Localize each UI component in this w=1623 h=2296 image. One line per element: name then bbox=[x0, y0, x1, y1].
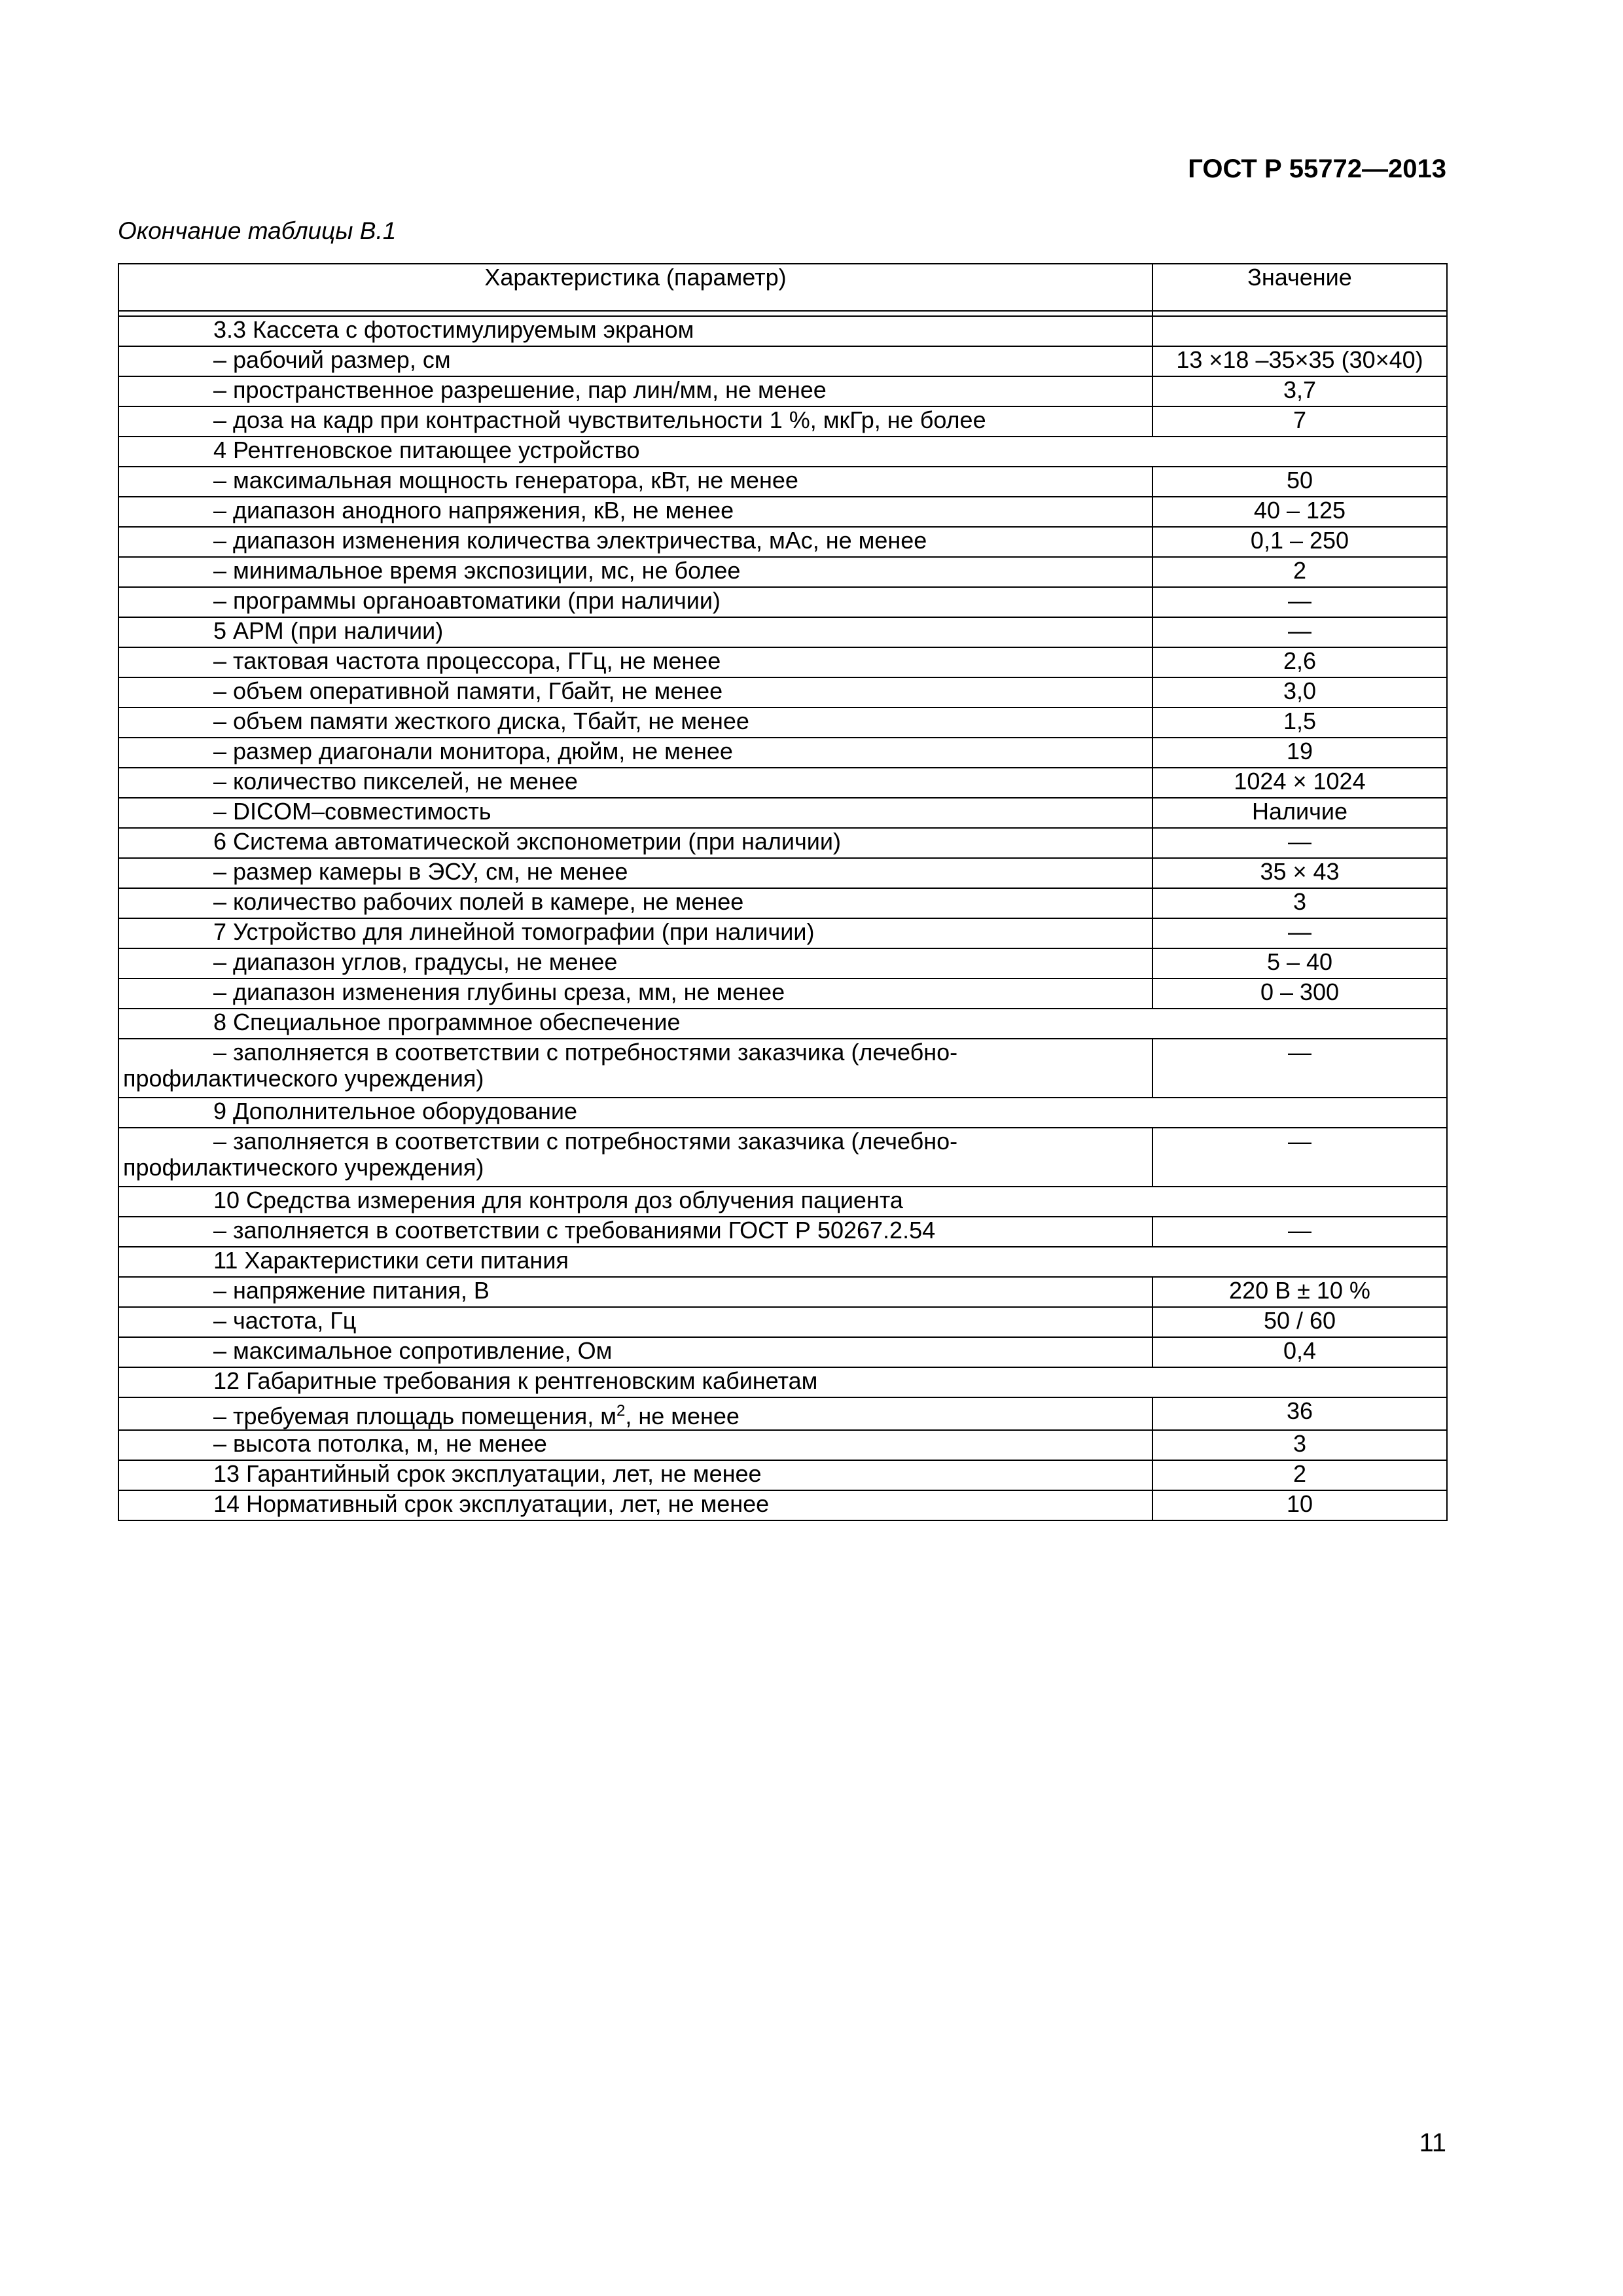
parameter-cell bbox=[118, 828, 1152, 858]
column-header-parameter: Характеристика (параметр) bbox=[118, 264, 1152, 311]
table-row bbox=[118, 1009, 1447, 1039]
value-cell: 36 bbox=[1152, 1397, 1447, 1430]
parameter-text-continued: профилактического учреждения) bbox=[123, 1154, 484, 1181]
document-id: ГОСТ Р 55772—2013 bbox=[1188, 154, 1446, 183]
parameter-text: 8 Специальное программное обеспечение bbox=[213, 1009, 681, 1035]
parameter-text: – максимальное сопротивление, Ом bbox=[213, 1337, 613, 1364]
table-row bbox=[118, 1247, 1447, 1277]
value-cell: 7 bbox=[1152, 406, 1447, 437]
table-row bbox=[118, 1307, 1447, 1337]
spec-table bbox=[118, 263, 1448, 1521]
table-row bbox=[118, 1277, 1447, 1307]
parameter-text: – требуемая площадь помещения, м bbox=[213, 1403, 616, 1429]
parameter-text: – программы органоавтоматики (при наличии) bbox=[213, 587, 721, 614]
parameter-cell bbox=[118, 1307, 1152, 1337]
spec-table-container bbox=[118, 263, 1446, 1521]
parameter-cell bbox=[118, 1098, 1447, 1128]
table-row bbox=[118, 1187, 1447, 1217]
parameter-cell bbox=[118, 1039, 1152, 1098]
parameter-cell bbox=[118, 587, 1152, 617]
table-row bbox=[118, 1397, 1447, 1430]
parameter-text: – напряжение питания, В bbox=[213, 1277, 490, 1304]
table-body bbox=[118, 311, 1447, 1520]
table-row bbox=[118, 647, 1447, 677]
table-row bbox=[118, 858, 1447, 888]
table-row bbox=[118, 527, 1447, 557]
value-cell: 3,0 bbox=[1152, 677, 1447, 708]
value-cell: 220 В ± 10 % bbox=[1152, 1277, 1447, 1307]
parameter-cell bbox=[118, 798, 1152, 828]
table-row bbox=[118, 1337, 1447, 1367]
parameter-cell bbox=[118, 1490, 1152, 1520]
parameter-text: 12 Габаритные требования к рентгеновским кабинетам bbox=[213, 1367, 818, 1394]
value-cell: 50 / 60 bbox=[1152, 1307, 1447, 1337]
parameter-text: 14 Нормативный срок эксплуатации, лет, не менее bbox=[213, 1490, 770, 1517]
parameter-text: – диапазон изменения количества электричества, мАс, не менее bbox=[213, 527, 927, 554]
parameter-cell bbox=[118, 708, 1152, 738]
table-row bbox=[118, 978, 1447, 1009]
table-caption: Окончание таблицы В.1 bbox=[118, 217, 397, 244]
table-row bbox=[118, 948, 1447, 978]
parameter-text: – диапазон анодного напряжения, кВ, не менее bbox=[213, 497, 734, 524]
table-header-row bbox=[118, 264, 1447, 311]
parameter-text: – объем памяти жесткого диска, Тбайт, не менее bbox=[213, 708, 749, 734]
parameter-cell bbox=[118, 738, 1152, 768]
parameter-text-continued: профилактического учреждения) bbox=[123, 1065, 484, 1092]
value-cell: Наличие bbox=[1152, 798, 1447, 828]
value-cell: — bbox=[1152, 918, 1447, 948]
table-row bbox=[118, 406, 1447, 437]
parameter-text: 10 Средства измерения для контроля доз облучения пациента bbox=[213, 1187, 903, 1213]
parameter-cell bbox=[118, 376, 1152, 406]
parameter-text: 9 Дополнительное оборудование bbox=[213, 1098, 578, 1124]
parameter-text: 5 АРМ (при наличии) bbox=[213, 617, 444, 644]
parameter-text: – рабочий размер, см bbox=[213, 346, 451, 373]
value-cell: — bbox=[1152, 828, 1447, 858]
table-row bbox=[118, 1367, 1447, 1397]
parameter-text: 11 Характеристики сети питания bbox=[213, 1247, 569, 1274]
parameter-text: – DICOM–совместимость bbox=[213, 798, 491, 825]
value-cell: 19 bbox=[1152, 738, 1447, 768]
table-row bbox=[118, 798, 1447, 828]
value-cell: 10 bbox=[1152, 1490, 1447, 1520]
parameter-cell bbox=[118, 1009, 1447, 1039]
parameter-cell bbox=[118, 316, 1152, 346]
parameter-text: – объем оперативной памяти, Гбайт, не менее bbox=[213, 677, 723, 704]
parameter-cell bbox=[118, 948, 1152, 978]
parameter-cell bbox=[118, 527, 1152, 557]
value-cell: 3 bbox=[1152, 1430, 1447, 1460]
table-row bbox=[118, 1098, 1447, 1128]
table-row bbox=[118, 1430, 1447, 1460]
parameter-text: – пространственное разрешение, пар лин/мм, не менее bbox=[213, 376, 827, 403]
parameter-text: – минимальное время экспозиции, мс, не более bbox=[213, 557, 741, 584]
parameter-text: – заполняется в соответствии с требованиями ГОСТ Р 50267.2.54 bbox=[213, 1217, 936, 1244]
parameter-text: 7 Устройство для линейной томографии (при наличии) bbox=[213, 918, 815, 945]
table-row bbox=[118, 1460, 1447, 1490]
parameter-cell bbox=[118, 497, 1152, 527]
value-cell: — bbox=[1152, 1039, 1447, 1098]
value-cell: 2 bbox=[1152, 557, 1447, 587]
parameter-cell bbox=[118, 1187, 1447, 1217]
parameter-text: – высота потолка, м, не менее bbox=[213, 1430, 547, 1457]
header-separator bbox=[118, 311, 1447, 316]
table-row bbox=[118, 557, 1447, 587]
value-cell: 0,1 – 250 bbox=[1152, 527, 1447, 557]
parameter-text: 4 Рентгеновское питающее устройство bbox=[213, 437, 640, 463]
value-cell: 0 – 300 bbox=[1152, 978, 1447, 1009]
parameter-cell bbox=[118, 406, 1152, 437]
page-number: 11 bbox=[1419, 2128, 1446, 2157]
parameter-cell bbox=[118, 1460, 1152, 1490]
parameter-text: – максимальная мощность генератора, кВт, не менее bbox=[213, 467, 798, 493]
table-row bbox=[118, 738, 1447, 768]
parameter-text: – заполняется в соответствии с потребностями заказчика (лечебно- bbox=[213, 1039, 958, 1066]
value-cell: 50 bbox=[1152, 467, 1447, 497]
value-cell: 2 bbox=[1152, 1460, 1447, 1490]
value-cell: — bbox=[1152, 1128, 1447, 1187]
value-cell: 1024 × 1024 bbox=[1152, 768, 1447, 798]
value-cell: 1,5 bbox=[1152, 708, 1447, 738]
table-row bbox=[118, 918, 1447, 948]
table-row bbox=[118, 1039, 1447, 1098]
parameter-text: – тактовая частота процессора, ГГц, не менее bbox=[213, 647, 721, 674]
table-row bbox=[118, 708, 1447, 738]
parameter-text: – размер камеры в ЭСУ, см, не менее bbox=[213, 858, 628, 885]
parameter-text: – диапазон углов, градусы, не менее bbox=[213, 948, 618, 975]
table-row bbox=[118, 768, 1447, 798]
parameter-cell bbox=[118, 1247, 1447, 1277]
parameter-text: 6 Система автоматической экспонометрии (при наличии) bbox=[213, 828, 841, 855]
parameter-cell bbox=[118, 1367, 1447, 1397]
table-row bbox=[118, 376, 1447, 406]
table-row bbox=[118, 1490, 1447, 1520]
value-cell: 13 ×18 –35×35 (30×40) bbox=[1152, 346, 1447, 376]
value-cell: — bbox=[1152, 587, 1447, 617]
table-row bbox=[118, 1217, 1447, 1247]
value-cell: 40 – 125 bbox=[1152, 497, 1447, 527]
table-row bbox=[118, 677, 1447, 708]
parameter-cell bbox=[118, 1337, 1152, 1367]
value-cell: 3 bbox=[1152, 888, 1447, 918]
parameter-text: – доза на кадр при контрастной чувствительности 1 %, мкГр, не более bbox=[213, 406, 986, 433]
parameter-text: – заполняется в соответствии с потребностями заказчика (лечебно- bbox=[213, 1128, 958, 1155]
parameter-cell bbox=[118, 1430, 1152, 1460]
parameter-cell bbox=[118, 617, 1152, 647]
parameter-cell bbox=[118, 346, 1152, 376]
value-cell: — bbox=[1152, 1217, 1447, 1247]
parameter-cell bbox=[118, 467, 1152, 497]
value-cell: 3,7 bbox=[1152, 376, 1447, 406]
parameter-cell bbox=[118, 437, 1447, 467]
parameter-cell bbox=[118, 647, 1152, 677]
parameter-cell bbox=[118, 1217, 1152, 1247]
parameter-text: – частота, Гц bbox=[213, 1307, 357, 1334]
parameter-cell bbox=[118, 918, 1152, 948]
value-cell: 2,6 bbox=[1152, 647, 1447, 677]
value-cell: — bbox=[1152, 617, 1447, 647]
parameter-text: – количество пикселей, не менее bbox=[213, 768, 578, 795]
table-row bbox=[118, 346, 1447, 376]
parameter-cell bbox=[118, 888, 1152, 918]
table-row bbox=[118, 437, 1447, 467]
parameter-text: 13 Гарантийный срок эксплуатации, лет, не менее bbox=[213, 1460, 762, 1487]
table-row bbox=[118, 316, 1447, 346]
table-row bbox=[118, 587, 1447, 617]
superscript: 2 bbox=[616, 1402, 626, 1420]
value-cell: 5 – 40 bbox=[1152, 948, 1447, 978]
parameter-text: 3.3 Кассета с фотостимулируемым экраном bbox=[213, 316, 694, 343]
parameter-cell bbox=[118, 677, 1152, 708]
parameter-cell bbox=[118, 1397, 1152, 1430]
table-row bbox=[118, 828, 1447, 858]
table-row bbox=[118, 888, 1447, 918]
table-row bbox=[118, 617, 1447, 647]
column-header-value: Значение bbox=[1152, 264, 1447, 311]
parameter-cell bbox=[118, 858, 1152, 888]
parameter-cell bbox=[118, 978, 1152, 1009]
value-cell: 0,4 bbox=[1152, 1337, 1447, 1367]
parameter-cell bbox=[118, 557, 1152, 587]
table-row bbox=[118, 467, 1447, 497]
parameter-text: – диапазон изменения глубины среза, мм, не менее bbox=[213, 978, 785, 1005]
parameter-cell bbox=[118, 1277, 1152, 1307]
parameter-cell bbox=[118, 768, 1152, 798]
table-row bbox=[118, 497, 1447, 527]
parameter-cell bbox=[118, 1128, 1152, 1187]
parameter-text: – размер диагонали монитора, дюйм, не менее bbox=[213, 738, 733, 764]
parameter-text: – количество рабочих полей в камере, не менее bbox=[213, 888, 744, 915]
parameter-text-suffix: , не менее bbox=[625, 1403, 740, 1429]
value-cell bbox=[1152, 316, 1447, 346]
value-cell: 35 × 43 bbox=[1152, 858, 1447, 888]
table-row bbox=[118, 1128, 1447, 1187]
